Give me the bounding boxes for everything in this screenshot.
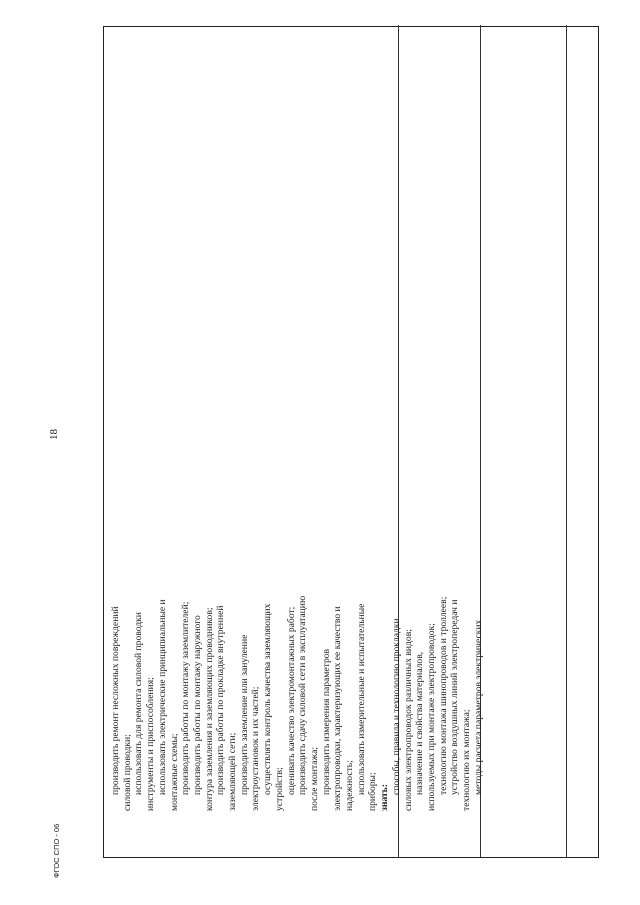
- requirements-table: [103, 26, 599, 858]
- cell-line: после монтажа;: [308, 747, 320, 811]
- rotated-page: [103, 26, 599, 858]
- cell-line: силовой проводки;: [121, 734, 133, 811]
- cell-line: контура заземления и заземляющих проводников;: [203, 607, 215, 811]
- cell-line: производить работы по прокладке внутренней: [215, 605, 227, 795]
- cell-line: приборы;: [367, 772, 379, 811]
- cell-line: использовать измерительные и испытательные: [355, 603, 367, 795]
- cell-line: осуществлять контроль качества заземляющих: [262, 603, 274, 795]
- cell-line: технологию монтажа шинопроводов и троллеев;: [437, 596, 449, 795]
- cell-line: используемых при монтаже электропроводок;: [425, 623, 437, 811]
- cell-line: производить заземление или зануление: [238, 634, 250, 795]
- cell-line: способы, правила и технологию прокладки: [390, 618, 402, 795]
- cell-line: устройств;: [273, 767, 285, 811]
- page-number: 18: [48, 429, 60, 440]
- cell-line: электроустановок и их частей;: [250, 686, 262, 811]
- cell-line: оценивать качество электромонтажных работ;: [285, 606, 297, 795]
- cell-line: использовать электрические принципиальные и: [156, 599, 168, 795]
- table-divider-3: [566, 25, 567, 857]
- cell-line: устройство воздушных линий электропередач и: [449, 599, 461, 795]
- cell-line: использовать для ремонта силовой проводки: [133, 612, 145, 795]
- cell-line: заземляющей сети;: [227, 732, 239, 811]
- cell-line: инструменты и приспособления;: [145, 677, 157, 811]
- cell-line: методы расчета параметров электрических: [472, 619, 484, 795]
- cell-line: производить работы по монтажу наружного: [191, 615, 203, 795]
- cell-line: электропроводки, характеризующих ее качество и: [332, 606, 344, 811]
- cell-line: производить сдачу силовой сети в эксплуатацию: [297, 595, 309, 795]
- cell-line: производить ремонт несложных повреждений: [110, 606, 121, 795]
- cell-line: знать:: [379, 784, 391, 811]
- cell-line: назначение и свойства материалов,: [414, 651, 426, 795]
- cell-line: силовых электропроводок различных видов;: [402, 629, 414, 811]
- cell-line: производить измерения параметров: [320, 648, 332, 795]
- requirements-cell-text: [110, 565, 500, 811]
- cell-line: технологию их монтажа;: [461, 709, 473, 811]
- cell-line: производить работы по монтажу заземлителей;: [180, 601, 192, 795]
- cell-line: надежность;: [344, 760, 356, 811]
- cell-line: монтажные схемы;: [168, 733, 180, 811]
- footer-label: ФГОС СПО - 06: [52, 823, 61, 878]
